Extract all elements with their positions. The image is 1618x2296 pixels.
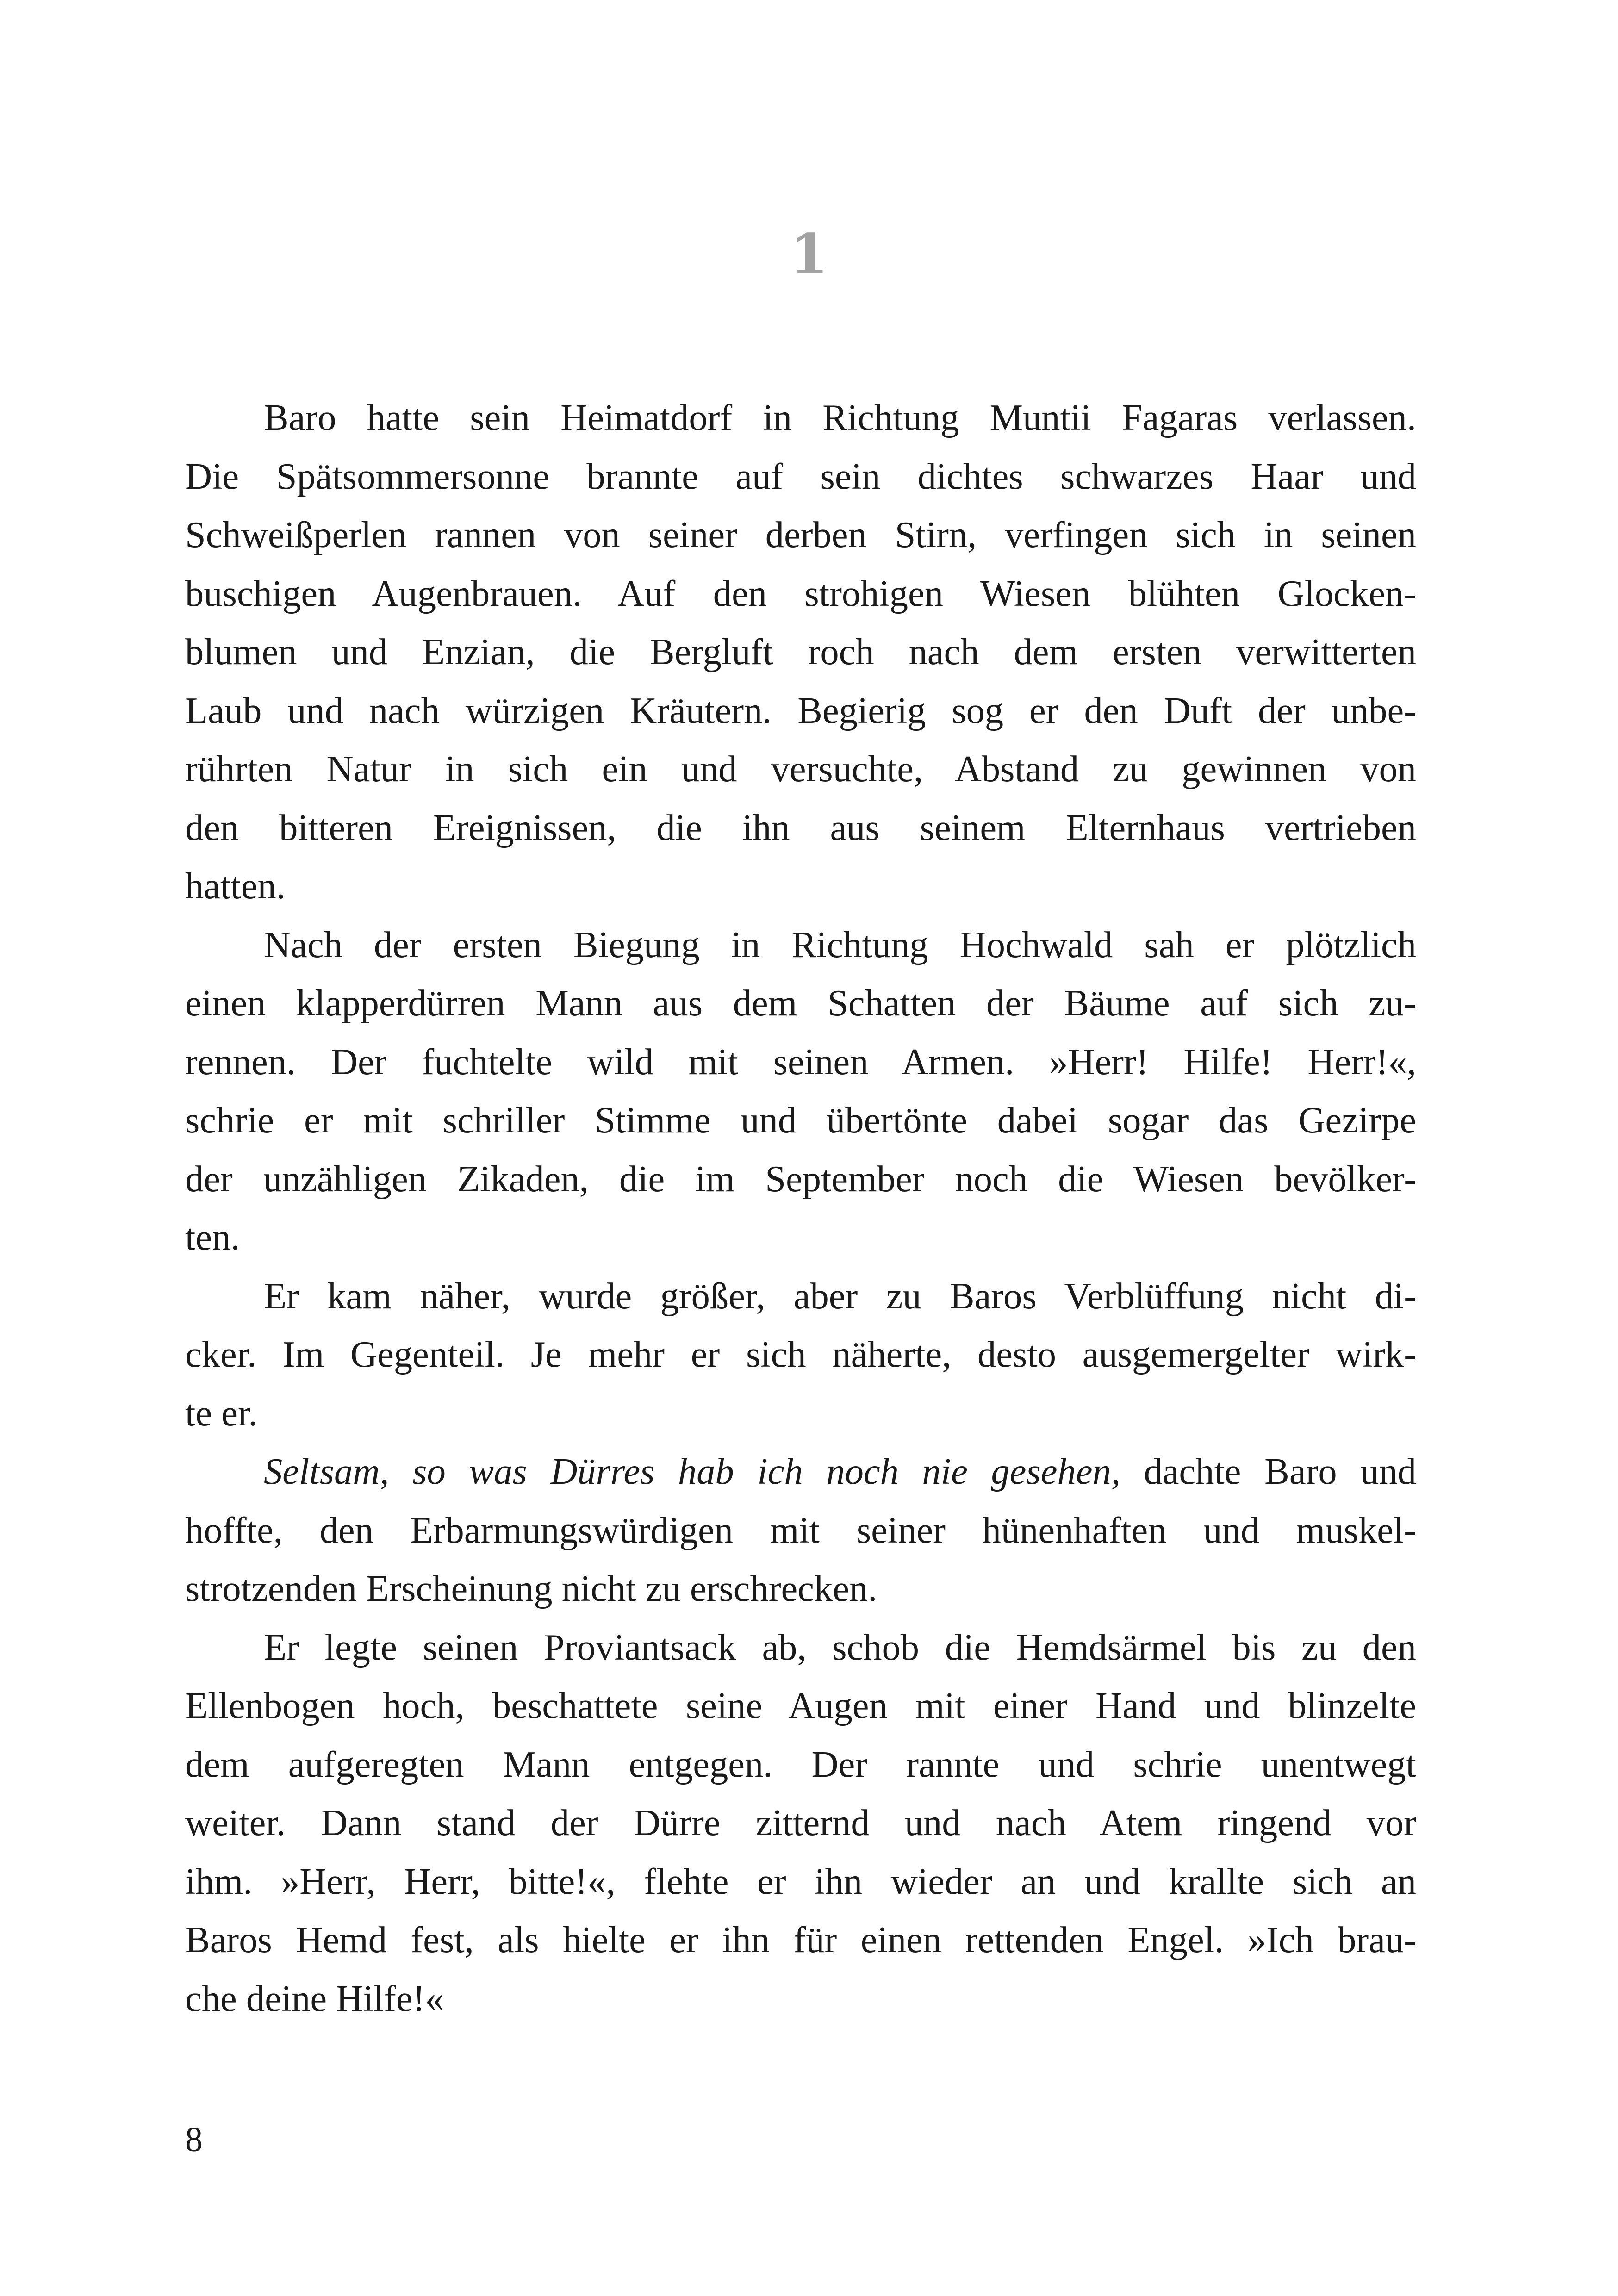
text-line: Nach der ersten Biegung in Richtung Hochwald sah er plötzlich xyxy=(264,924,1416,965)
inner-thought: Seltsam, so was Dürres hab ich noch nie gesehen, xyxy=(264,1451,1120,1492)
text-line xyxy=(185,1443,1416,1501)
text-line: rennen. Der fuchtelte wild mit seinen Armen. »Herr! Hilfe! Herr!«, xyxy=(185,1041,1416,1083)
chapter-body xyxy=(185,389,1416,2028)
text-line: hatten. xyxy=(185,865,286,907)
text-line: Baro hatte sein Heimatdorf in Richtung Muntii Fagaras verlassen. xyxy=(264,397,1416,438)
paragraph-3 xyxy=(185,1267,1416,1443)
text-line: blumen und Enzian, die Bergluft roch nach dem ersten verwitterten xyxy=(185,631,1416,672)
text-line: den bitteren Ereignissen, die ihn aus seinem Elternhaus vertrieben xyxy=(185,807,1416,848)
text-line: ihm. »Herr, Herr, bitte!«, flehte er ihn wieder an und krallte sich an xyxy=(185,1860,1416,1902)
text-line: Er kam näher, wurde größer, aber zu Baros Verblüffung nicht di- xyxy=(264,1275,1416,1317)
text-line: Er legte seinen Proviantsack ab, schob die Hemdsärmel bis zu den xyxy=(264,1626,1416,1668)
paragraph-2 xyxy=(185,916,1416,1267)
text-line: strotzenden Erscheinung nicht zu erschrecken. xyxy=(185,1568,877,1609)
text-line: hoffte, den Erbarmungswürdigen mit seiner hünenhaften und muskel- xyxy=(185,1509,1416,1551)
text-line: Laub und nach würzigen Kräutern. Begierig sog er den Duft der unbe- xyxy=(185,690,1416,731)
text-segment: dachte Baro und xyxy=(1120,1451,1416,1492)
text-line: te er. xyxy=(185,1392,258,1434)
text-line: che deine Hilfe!« xyxy=(185,1978,444,2019)
chapter-number: 1 xyxy=(790,222,828,286)
text-line: schrie er mit schriller Stimme und übertönte dabei sogar das Gezirpe xyxy=(185,1100,1416,1141)
text-line: cker. Im Gegenteil. Je mehr er sich näherte, desto ausgemergelter wirk- xyxy=(185,1334,1416,1375)
paragraph-4 xyxy=(185,1443,1416,1618)
text-line: ten. xyxy=(185,1217,240,1258)
paragraph-5 xyxy=(185,1618,1416,2028)
text-line: weiter. Dann stand der Dürre zitternd und nach Atem ringend vor xyxy=(185,1802,1416,1843)
text-line: rührten Natur in sich ein und versuchte, Abstand zu gewinnen von xyxy=(185,748,1416,790)
text-line: Ellenbogen hoch, beschattete seine Augen mit einer Hand und blinzelte xyxy=(185,1685,1416,1726)
paragraph-1 xyxy=(185,389,1416,916)
text-line: Die Spätsommersonne brannte auf sein dichtes schwarzes Haar und xyxy=(185,455,1416,497)
text-line: Baros Hemd fest, als hielte er ihn für einen rettenden Engel. »Ich brau- xyxy=(185,1919,1416,1960)
text-line: einen klapperdürren Mann aus dem Schatten der Bäume auf sich zu- xyxy=(185,983,1416,1024)
text-line: der unzähligen Zikaden, die im September noch die Wiesen bevölker- xyxy=(185,1158,1416,1200)
text-line: buschigen Augenbrauen. Auf den strohigen Wiesen blühten Glocken- xyxy=(185,572,1416,614)
text-line: Schweißperlen rannen von seiner derben Stirn, verfingen sich in seinen xyxy=(185,514,1416,555)
page-number: 8 xyxy=(185,2120,203,2159)
text-line: dem aufgeregten Mann entgegen. Der rannte und schrie unentwegt xyxy=(185,1743,1416,1785)
